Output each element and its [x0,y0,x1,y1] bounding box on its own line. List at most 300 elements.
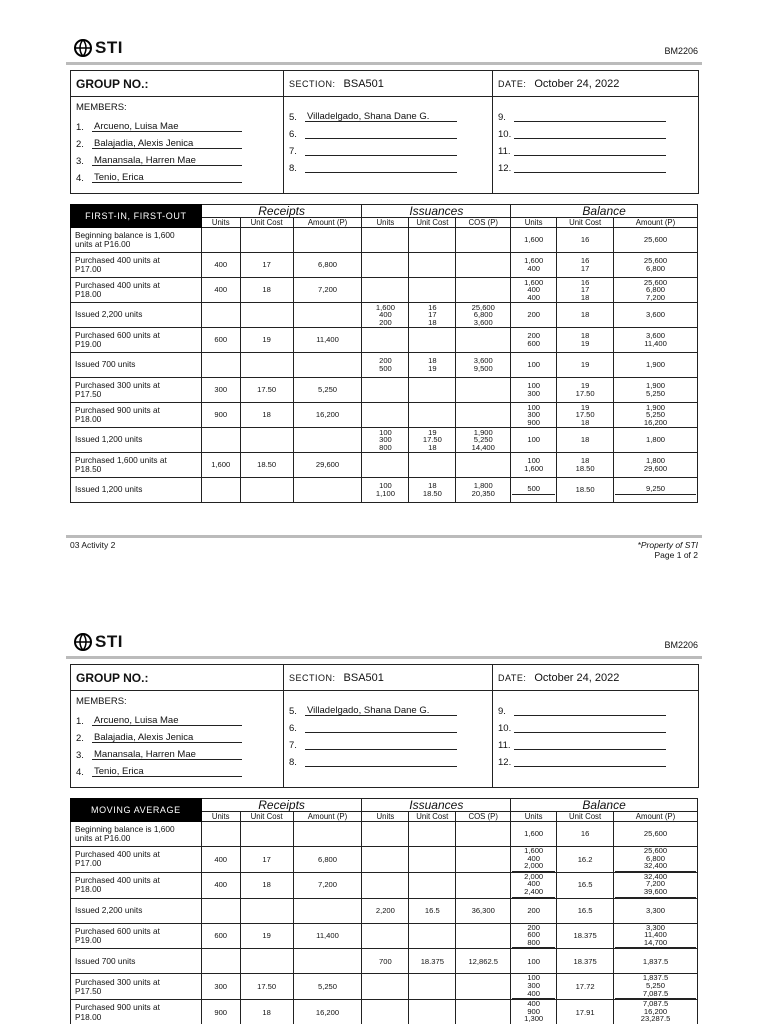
column-header: Amount (P) [293,812,362,822]
member-line [498,750,693,767]
member-line [289,716,487,733]
cell-value: 6,800 [646,853,666,863]
receipts-cell [293,478,362,503]
issuances-cell [362,328,409,353]
doc-code: BM2206 [664,46,698,56]
member-line [76,166,278,183]
member-name [305,732,457,733]
issuances-cell [362,974,409,1000]
issuances-cell [362,923,409,949]
table-row [71,847,698,873]
receipts-cell [293,228,362,253]
cell-value: 1,900 [473,427,493,437]
issuances-cell [362,378,409,403]
cell-value: 18 [428,356,437,366]
cell-value: 200 [379,356,392,366]
balance-cell [511,872,557,898]
cell-value: 25,600 [643,277,668,287]
receipts-cell [240,478,293,503]
cell-value: 16.2 [577,854,593,864]
issuances-cell [456,1000,511,1024]
issuances-cell [456,253,511,278]
description-line: P18.00 [75,884,102,895]
row-description [71,822,202,847]
cell-value: 200 [527,922,540,932]
row-description [71,253,202,278]
receipts-cell: 11,400 [293,923,362,949]
member-name: Villadelgado, Shana Dane G. [305,112,457,123]
balance-cell [614,949,698,974]
table-row [71,403,698,428]
column-header: Amount (P) [614,812,698,822]
cell-value: 7,200 [646,879,666,889]
balance-cell [511,353,557,378]
cell-value: 300 [527,410,541,420]
cell-value: 18 [580,435,590,445]
cell-value: 1,900 [646,381,666,391]
member-name [514,732,666,733]
balance-cell [614,898,698,923]
cell-value: 16,200 [643,1006,668,1016]
balance-cell [557,253,614,278]
cell-value: 25,600 [471,302,495,312]
issuances-cell [362,428,409,453]
cell-value: 16 [580,235,590,245]
receipts-cell: 17 [240,847,293,873]
balance-cell [614,278,698,303]
footer-rule [66,535,702,538]
description-line: Purchased 400 units at [75,279,160,290]
row-description [71,353,202,378]
balance-cell [614,1000,698,1024]
balance-cell [511,453,557,478]
table-row [71,478,698,503]
balance-cell [511,228,557,253]
members-column-1 [71,691,284,787]
date-value: October 24, 2022 [534,77,620,90]
issuances-cell [456,974,511,1000]
description-line: Purchased 400 units at [75,875,160,886]
cell-value: 19 [580,339,590,348]
column-header: Unit Cost [240,812,293,822]
balance-cell [614,403,698,428]
cell-value: 700 [379,956,392,966]
description-line: Purchased 1,600 units at [75,454,167,465]
balance-cell [557,974,614,1000]
receipts-cell: 17 [240,253,293,278]
cell-value: 100 [379,427,392,437]
table-row [71,228,698,253]
cell-value: 1,600 [524,277,544,287]
cell-value: 16 [580,829,590,839]
description-line: P17.50 [75,985,102,996]
footer-left: 03 Activity 2 [70,540,116,550]
cell-value: 16 [580,256,590,266]
cell-value: 200 [527,310,541,320]
section-label: SECTION: [289,672,336,683]
member-name: Balajadia, Alexis Jenica [92,139,242,150]
issuances-cell [409,478,456,503]
cell-value: 300 [527,980,540,990]
cell-value: 3,600 [473,317,493,327]
cell-value: 19 [580,402,590,412]
column-header: Units [511,812,557,822]
description-line: Beginning balance is 1,600 [75,823,175,834]
group-label: GROUP NO.: [76,670,149,685]
section-label: SECTION: [289,78,336,89]
issuances-cell [409,949,456,974]
column-header: Unit Cost [557,218,614,228]
issuances-cell [456,278,511,303]
cell-value: 17.50 [575,410,595,420]
balance-cell [614,253,698,278]
receipts-cell: 5,250 [293,378,362,403]
member-line [76,726,278,743]
cell-value: 100 [527,956,540,966]
issuances-cell [362,303,409,328]
member-name: Tenio, Erica [92,767,242,778]
row-description [71,1000,202,1024]
cell-value: 25,600 [643,256,668,266]
cell-value: 1,837.5 [642,956,669,966]
receipts-cell: 7,200 [293,872,362,898]
issuances-cell [456,403,511,428]
cell-value: 16.5 [577,905,593,915]
receipts-cell: 16,200 [293,1000,362,1024]
balance-cell [557,847,614,873]
member-name [514,155,666,156]
cell-value: 2,000 [524,871,544,881]
cell-value: 2,400 [512,888,555,898]
member-number: 4. [76,766,84,778]
balance-cell [614,872,698,898]
cell-value: 100 [379,481,392,491]
table-row [71,898,698,923]
receipts-cell: 7,200 [293,278,362,303]
balance-cell [557,949,614,974]
cell-value: 17 [580,285,590,295]
issuances-cell [362,1000,409,1024]
cell-value: 6,800 [473,310,493,320]
members-label: MEMBERS: [76,102,127,113]
cell-value: 2,000 [512,862,555,872]
property-note: *Property of STI [637,540,698,550]
issuances-cell [409,328,456,353]
column-header: Unit Cost [557,812,614,822]
row-description [71,923,202,949]
row-description [71,328,202,353]
receipts-cell [201,228,240,253]
page-2 [0,594,768,1024]
member-number: 11. [498,145,511,157]
issuances-cell [362,453,409,478]
receipts-cell: 18 [240,872,293,898]
cell-value: 200 [379,317,392,327]
issuances-cell [456,378,511,403]
receipts-cell: 400 [201,872,240,898]
cell-value: 19 [428,364,437,373]
receipts-cell: 900 [201,1000,240,1024]
cell-value: 1,600 [524,464,544,473]
issuances-cell [362,353,409,378]
group-header [70,70,699,194]
row-description [71,949,202,974]
member-line [289,750,487,767]
cell-value: 6,800 [646,285,666,295]
cell-value: 18.50 [575,464,595,473]
column-header: Units [362,218,409,228]
balance-cell [511,278,557,303]
issuances-cell [409,353,456,378]
members-column-2 [284,691,493,787]
cell-value: 3,600 [473,356,493,366]
moving-average-table [70,798,698,1024]
balance-cell [614,303,698,328]
balance-cell [614,847,698,873]
member-name [514,138,666,139]
balance-cell [614,478,698,503]
receipts-cell: 6,800 [293,847,362,873]
cell-value: 19 [580,360,590,370]
balance-cell [511,923,557,949]
cell-value: 32,400 [615,862,696,872]
issuances-cell [409,453,456,478]
balance-cell [557,278,614,303]
cell-value: 17 [428,310,437,320]
balance-cell [614,974,698,1000]
issuances-cell [362,403,409,428]
issuances-cell [409,303,456,328]
description-line: Purchased 300 units at [75,379,160,390]
group-label: GROUP NO.: [76,76,149,91]
member-number: 6. [289,128,297,140]
member-number: 10. [498,128,512,140]
description-line: Purchased 400 units at [75,254,160,265]
cell-value: 1,300 [512,1015,555,1024]
member-number: 1. [76,715,84,727]
issuances-cell [362,847,409,873]
receipts-cell [201,822,240,847]
cell-value: 100 [527,435,541,445]
receipts-cell [201,478,240,503]
table-row [71,453,698,478]
member-line [76,115,278,132]
balance-cell [557,478,614,503]
receipts-header: Receipts [201,799,362,812]
balance-cell [511,478,557,503]
issuances-cell [409,278,456,303]
table-row [71,428,698,453]
cell-value: 5,250 [646,389,666,398]
balance-cell [614,378,698,403]
cell-value: 17.50 [575,389,595,398]
receipts-cell [293,949,362,974]
column-header: COS (P) [456,812,511,822]
cell-value: 1,600 [375,302,395,312]
table-row [71,822,698,847]
globe-icon [73,38,93,58]
member-name [514,121,666,122]
cell-value: 100 [527,360,541,370]
members-block [71,97,698,193]
members-column-3 [493,691,698,787]
member-line [498,716,693,733]
issuances-cell [362,822,409,847]
member-line [76,743,278,760]
issuances-cell [362,872,409,898]
issuances-cell [456,949,511,974]
issuances-cell [456,478,511,503]
row-description [71,278,202,303]
table-row [71,872,698,898]
receipts-cell [293,428,362,453]
description-line: P18.00 [75,1011,102,1022]
member-number: 9. [498,111,506,123]
balance-cell [614,228,698,253]
doc-code: BM2206 [664,640,698,650]
member-line [76,132,278,149]
member-line [289,122,487,139]
cell-value: 18.375 [573,931,597,941]
table-row [71,949,698,974]
row-description [71,453,202,478]
logo-text: STI [95,38,123,57]
receipts-cell: 6,800 [293,253,362,278]
row-description [71,898,202,923]
receipts-cell [240,822,293,847]
logo-text: STI [95,632,123,651]
cell-value: 1,837.5 [642,973,669,983]
cell-value: 17.91 [575,1007,595,1017]
member-number: 5. [289,111,297,123]
row-description [71,478,202,503]
page-number: Page 1 of 2 [654,550,698,561]
member-number: 4. [76,172,84,184]
cell-value: 5,250 [473,435,493,445]
cell-value: 19 [580,381,590,391]
member-name: Arcueno, Luisa Mae [92,716,242,727]
cell-value: 900 [527,1006,540,1016]
balance-cell [511,378,557,403]
column-header: COS (P) [456,218,511,228]
member-line [498,733,693,750]
header-rule [66,656,702,659]
receipts-cell: 600 [201,328,240,353]
balance-cell [557,328,614,353]
member-name [514,172,666,173]
cell-value: 3,600 [646,310,666,320]
cell-value: 5,250 [646,980,666,990]
cell-value: 800 [512,939,555,949]
member-number: 9. [498,705,506,717]
sti-logo [73,632,123,652]
member-name [305,155,457,156]
column-header: Unit Cost [409,812,456,822]
description-line: P18.00 [75,414,102,424]
cell-value: 18 [580,417,590,427]
member-number: 2. [76,138,84,150]
issuances-cell [456,847,511,873]
member-number: 1. [76,121,84,133]
row-description [71,847,202,873]
method-title: MOVING AVERAGE [71,799,202,822]
description-line: Issued 1,200 units [75,484,143,495]
cell-value: 18.50 [422,489,442,498]
cell-value: 600 [527,930,540,940]
issuances-cell [409,847,456,873]
cell-value: 400 [527,999,540,1009]
receipts-cell: 17.50 [240,974,293,1000]
member-number: 3. [76,749,84,761]
balance-cell [511,328,557,353]
table-row [71,923,698,949]
issuances-cell [409,822,456,847]
description-line: units at P16.00 [75,833,131,843]
description-line: P17.50 [75,389,102,399]
receipts-cell [293,898,362,923]
cell-value: 600 [527,339,541,348]
member-name: Arcueno, Luisa Mae [92,122,242,133]
balance-cell [557,378,614,403]
member-number: 7. [289,145,297,157]
issuances-cell [456,303,511,328]
member-name [514,715,666,716]
issuances-cell [456,353,511,378]
cell-value: 7,200 [646,292,666,302]
member-number: 10. [498,722,512,734]
description-line: P18.00 [75,289,102,299]
issuances-cell [409,898,456,923]
issuances-cell [456,898,511,923]
balance-cell [614,328,698,353]
member-name [514,749,666,750]
balance-header: Balance [511,205,698,218]
issuances-cell [409,253,456,278]
receipts-cell [293,303,362,328]
cell-value: 100 [527,381,541,391]
balance-cell [511,898,557,923]
cell-value: 400 [527,285,541,295]
cell-value: 16 [428,302,437,312]
table-row [71,974,698,1000]
balance-cell [511,822,557,847]
cell-value: 400 [527,264,541,273]
issuances-header: Issuances [362,799,511,812]
table-row [71,328,698,353]
receipts-cell: 17.50 [240,378,293,403]
cell-value: 5,250 [646,410,666,420]
receipts-cell: 300 [201,974,240,1000]
row-description [71,378,202,403]
balance-cell [614,923,698,949]
member-name: Tenio, Erica [92,173,242,184]
cell-value: 3,600 [646,331,666,341]
cell-value: 3,300 [646,905,666,915]
balance-cell [557,403,614,428]
member-number: 8. [289,162,297,174]
balance-cell [557,303,614,328]
member-line [76,149,278,166]
balance-cell [557,923,614,949]
receipts-cell [293,353,362,378]
receipts-cell: 300 [201,378,240,403]
receipts-cell: 400 [201,278,240,303]
receipts-cell: 5,250 [293,974,362,1000]
cell-value: 800 [379,442,392,452]
description-line: P17.00 [75,858,102,869]
cell-value: 18 [580,310,590,320]
description-line: P19.00 [75,934,102,945]
